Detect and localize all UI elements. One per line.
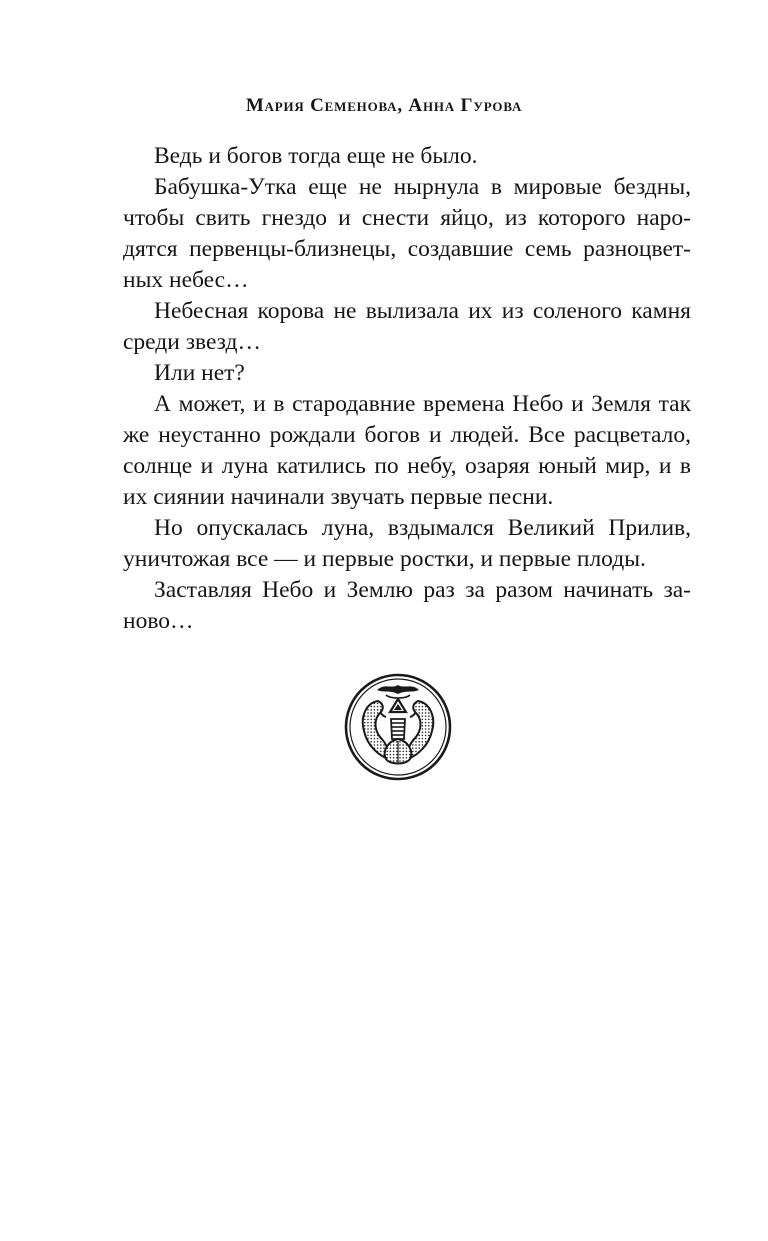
paragraph: Или нет? [154,360,245,386]
body-text [123,141,691,637]
paragraph: Но опускалась луна, вздымался Великий Прилив, уничтожая все — и первые ростки, и первые плоды. [123,515,691,572]
paragraph: Ведь и богов тогда еще не было. [154,143,478,169]
running-head: Мария Семенова, Анна Гурова [245,95,523,116]
paragraph: Заставляя Небо и Землю раз за разом начинать заново… [123,577,691,634]
paragraph: Небесная корова не вылизала их из соленого камня среди звезд… [123,298,691,355]
bird-medallion-icon [344,673,452,781]
paragraph: Бабушка-Утка еще не нырнула в мировые бездны, чтобы свить гнездо и снести яйцо, из которого народятся первенцы-близнецы, создавшие семь разноцветных небес… [123,174,691,293]
paragraph: А может, и в стародавние времена Небо и Земля так же неустанно рождали богов и людей. Все расцветало, солнце и луна катились по небу, озаряя юный мир, и в их сиянии начинали звучать первые песни. [123,391,691,510]
